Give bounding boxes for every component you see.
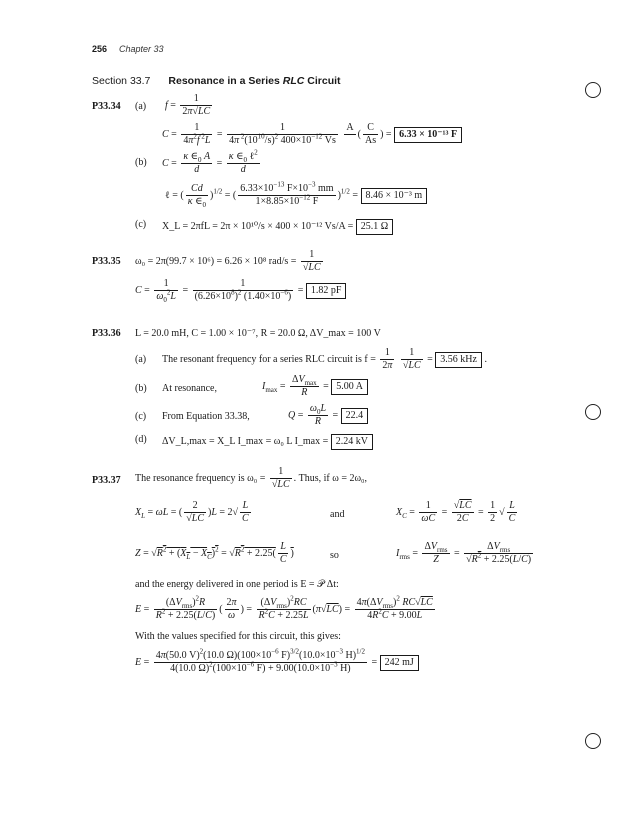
page-number: 256 xyxy=(92,44,108,54)
binder-hole-top xyxy=(585,82,601,98)
equation-capacitance-35: C = $\frac{1}{\omega_0^2L}$ = $\frac{1}{(6.26\times 10^8)^2 (1.40\times 10^{-6})}$ = 1.82 pF xyxy=(135,278,346,303)
page-header xyxy=(92,44,164,54)
equation-energy: E = $\frac{(\Delta V_{rms})^2R}{R^2 + 2.25(L/C)}$ ( $\frac{2\pi}{\omega}$ ) = $\frac{(\Delta V_{rms})^2RC}{R^2C + 2.25L}$ (π√LC) = $\frac{4\pi(\Delta V_{rms})^2 RC√LC}{4R^2C + 9.00L}$ xyxy=(135,594,433,621)
equation-xl: $X_L = \omega L$ = ( $\frac{2}{√LC}$ )L = 2√ $\frac{L}{C}$ xyxy=(135,500,249,524)
so-word: so xyxy=(330,550,339,561)
equation-omega0: ω₀ = 2π(99.7 × 10⁶) = 6.26 × 10⁸ rad/s = $\frac{1}{√LC}$ xyxy=(135,249,321,273)
given-values: L = 20.0 mH, C = 1.00 × 10⁻⁷, R = 20.0 Ω, ΔV_max = 100 V xyxy=(135,328,381,339)
problem-id: P33.37 xyxy=(92,475,121,486)
equation-impedance: $Z = √R^2 + (X_L - X_C)^2 = √R^2 + 2.25$( $\frac{L}{C}$ ) xyxy=(135,541,294,565)
intro-text: The resonance frequency is ω₀ = xyxy=(135,472,266,484)
equation-q: Q = $\frac{\omega_0L}{R}$ = 22.4 xyxy=(288,403,368,428)
result-capacitance: 6.33 × 10⁻¹³ F xyxy=(399,128,458,140)
chapter-label: Chapter 33 xyxy=(119,44,164,54)
resonant-frequency-text: The resonant frequency for a series RLC circuit is f = xyxy=(162,353,376,365)
equation-length: ℓ = ( $\frac{Cd}{\kappa \in_0}$ )$^{1/2}$ = ( $\frac{6.33\times 10^{-13} F\times 10^{-3} mm}{1\times 8.85\times 10^{-12} F}$ )$^{1/2}$ = 8.46 × 10⁻³ m xyxy=(165,183,427,208)
section-heading xyxy=(92,75,341,87)
and-word: and xyxy=(330,509,345,520)
binder-hole-bottom xyxy=(585,733,601,749)
result-frequency: 3.56 kHz xyxy=(435,352,482,368)
equation-xc: $X_C$ = $\frac{1}{\omega C}$ = $\frac{√LC}{2C}$ = $\frac{1}{2}$ √ $\frac{L}{C}$ xyxy=(396,500,516,524)
equation-imax-37: $I_{rms}$ = $\frac{\Delta V_{rms}}{Z}$ = $\frac{\Delta V_{rms}}{√R^2 + 2.25(L/C)}$ xyxy=(396,541,532,565)
equation-ref: From Equation 33.38, xyxy=(162,411,250,422)
reactance-text: X_L = 2πfL = 2π × 10¹⁰/s × 400 × 10⁻¹² Vs/A = xyxy=(162,221,354,232)
resonance-intro: The resonance frequency is ω₀ = $\frac{1}{√LC}$ . Thus, if ω = 2ω₀, xyxy=(135,466,368,490)
equation-reactance xyxy=(162,219,393,235)
result-current: 5.00 A xyxy=(331,379,368,395)
problem-id: P33.34 xyxy=(92,101,121,112)
part-label: (b) xyxy=(135,383,147,394)
result-energy: 242 mJ xyxy=(380,655,419,671)
part-label: (c) xyxy=(135,219,147,230)
part-label: (a) xyxy=(135,101,147,112)
equation-energy-values: E = $\frac{4\pi(50.0 V)^2(10.0 \Omega)(100\times 10^{-6} F)^{3/2}(10.0\times 10^{-3} H)^{1/2}}{4(10.0 \Omega)^2(100\times 10^{-6} F) + 9.00(10.0\times 10^{-3} H)}$ = 242 mJ xyxy=(135,650,419,675)
result-length: 8.46 × 10⁻³ m xyxy=(361,188,428,204)
equation-vl xyxy=(162,434,373,450)
section-number: Section 33.7 xyxy=(92,75,151,87)
section-title: Resonance in a Series xyxy=(168,75,283,87)
result-voltage: 2.24 kV xyxy=(331,434,373,450)
equation-f: f = $\frac{1}{2\pi√LC}$ xyxy=(165,93,211,117)
part-label: (a) xyxy=(135,354,147,365)
binder-hole-middle xyxy=(585,404,601,420)
equation-capacitance: C = $\frac{1}{4\pi^2f ^2L}$ = $\frac{1}{4\pi ^2(10^{10}/s)^2 400\times 10^{-12} Vs}$ A ( $\frac{C}{As}$ ) = 6.33 × 10⁻¹³ F xyxy=(162,122,462,147)
equation-capacitance-geometry: C = $\frac{\kappa \in_0 A}{d}$ = $\frac{\kappa \in_0 \ell^2}{d}$ xyxy=(162,148,258,175)
problem-id: P33.36 xyxy=(92,328,121,339)
values-text: With the values specified for this circuit, this gives: xyxy=(135,631,341,642)
result-q: 22.4 xyxy=(341,408,369,424)
result-reactance: 25.1 Ω xyxy=(356,219,393,235)
part-label: (d) xyxy=(135,434,147,445)
vl-text: ΔV_L,max = X_L I_max = ω₀ L I_max = xyxy=(162,436,329,447)
part-label: (b) xyxy=(135,157,147,168)
equation-imax: $I_{max}$ = $\frac{\Delta V_{max}}{R}$ = 5.00 A xyxy=(262,374,368,399)
result-capacitance-35: 1.82 pF xyxy=(306,283,347,299)
intro-tail: . Thus, if ω = 2ω₀, xyxy=(293,472,368,484)
omega0-text: ω₀ = 2π(99.7 × 10⁶) = 6.26 × 10⁸ rad/s = xyxy=(135,255,297,267)
resonance-label: At resonance, xyxy=(162,383,217,394)
problem-id: P33.35 xyxy=(92,256,121,267)
energy-text: and the energy delivered in one period is E = 𝒫 Δt: xyxy=(135,579,339,590)
section-title-italic: RLC xyxy=(282,75,305,87)
part-label: (c) xyxy=(135,411,147,422)
section-title-end: Circuit xyxy=(304,75,341,87)
equation-resonant-frequency: The resonant frequency for a series RLC circuit is f = $\frac{1}{2\pi}$ $\frac{1}{√LC}$ = 3.56 kHz . xyxy=(162,347,487,371)
